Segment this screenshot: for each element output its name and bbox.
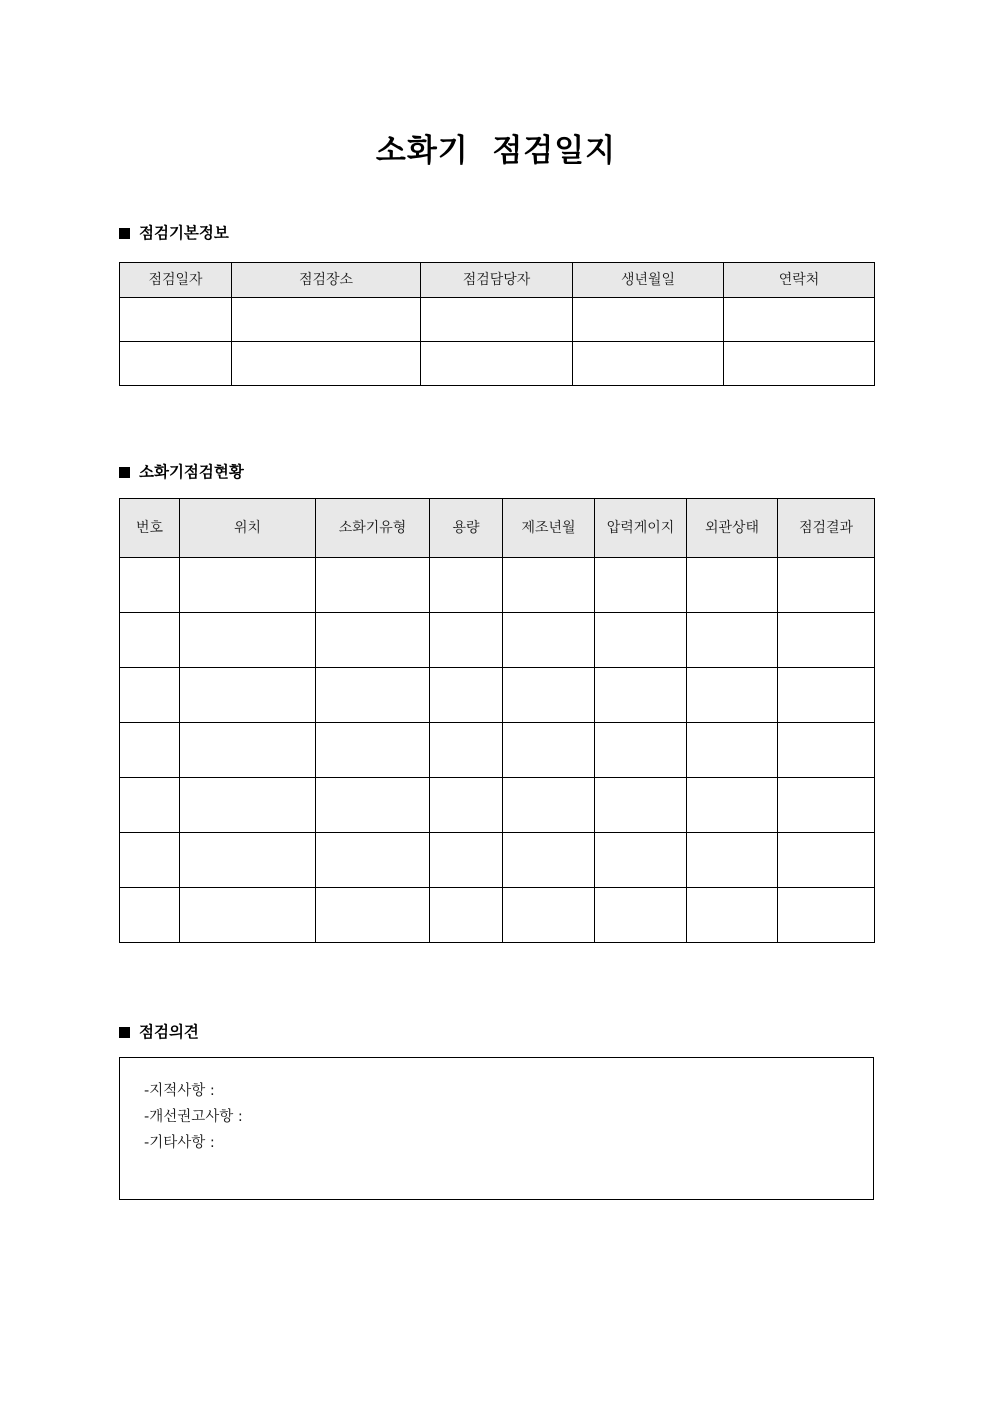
cell-inspection-place[interactable] — [232, 342, 421, 386]
cell-exterior-condition[interactable] — [687, 888, 778, 943]
column-header-inspector: 점검담당자 — [421, 263, 573, 298]
cell-number[interactable] — [120, 613, 180, 668]
cell-extinguisher-type[interactable] — [316, 778, 430, 833]
cell-capacity[interactable] — [430, 778, 503, 833]
cell-inspection-result[interactable] — [778, 613, 875, 668]
cell-number[interactable] — [120, 668, 180, 723]
column-header-capacity: 용량 — [430, 499, 503, 558]
square-bullet-icon — [119, 228, 130, 239]
cell-pressure-gauge[interactable] — [595, 668, 687, 723]
cell-pressure-gauge[interactable] — [595, 833, 687, 888]
cell-extinguisher-type[interactable] — [316, 888, 430, 943]
cell-inspection-result[interactable] — [778, 778, 875, 833]
cell-pressure-gauge[interactable] — [595, 888, 687, 943]
section-heading-label: 소화기점검현황 — [139, 463, 244, 481]
cell-capacity[interactable] — [430, 558, 503, 613]
cell-exterior-condition[interactable] — [687, 668, 778, 723]
cell-extinguisher-type[interactable] — [316, 723, 430, 778]
opinion-line-findings: -지적사항 : — [144, 1083, 215, 1099]
cell-exterior-condition[interactable] — [687, 833, 778, 888]
cell-extinguisher-type[interactable] — [316, 558, 430, 613]
cell-pressure-gauge[interactable] — [595, 723, 687, 778]
opinion-line-recommendations: -개선권고사항 : — [144, 1109, 243, 1125]
cell-pressure-gauge[interactable] — [595, 613, 687, 668]
cell-number[interactable] — [120, 723, 180, 778]
cell-location[interactable] — [180, 778, 316, 833]
cell-location[interactable] — [180, 833, 316, 888]
cell-manufacture-date[interactable] — [503, 558, 595, 613]
column-header-location: 위치 — [180, 499, 316, 558]
square-bullet-icon — [119, 467, 130, 478]
column-header-number: 번호 — [120, 499, 180, 558]
table-row — [120, 778, 875, 833]
cell-manufacture-date[interactable] — [503, 833, 595, 888]
cell-location[interactable] — [180, 723, 316, 778]
cell-inspector[interactable] — [421, 298, 573, 342]
cell-manufacture-date[interactable] — [503, 613, 595, 668]
column-header-pressure-gauge: 압력게이지 — [595, 499, 687, 558]
cell-capacity[interactable] — [430, 613, 503, 668]
page-title: 소화기 점검일지 — [375, 133, 617, 169]
cell-number[interactable] — [120, 888, 180, 943]
cell-pressure-gauge[interactable] — [595, 558, 687, 613]
section-heading-label: 점검기본정보 — [139, 224, 229, 242]
cell-inspection-result[interactable] — [778, 723, 875, 778]
cell-exterior-condition[interactable] — [687, 778, 778, 833]
cell-manufacture-date[interactable] — [503, 888, 595, 943]
cell-exterior-condition[interactable] — [687, 723, 778, 778]
cell-capacity[interactable] — [430, 833, 503, 888]
cell-manufacture-date[interactable] — [503, 723, 595, 778]
table-row — [120, 888, 875, 943]
column-header-inspection-result: 점검결과 — [778, 499, 875, 558]
column-header-inspection-date: 점검일자 — [120, 263, 232, 298]
inspection-opinion-box[interactable] — [119, 1057, 874, 1200]
cell-inspection-result[interactable] — [778, 833, 875, 888]
column-header-exterior-condition: 외관상태 — [687, 499, 778, 558]
square-bullet-icon — [119, 1027, 130, 1038]
cell-inspection-date[interactable] — [120, 342, 232, 386]
table-row — [120, 558, 875, 613]
cell-location[interactable] — [180, 558, 316, 613]
cell-extinguisher-type[interactable] — [316, 668, 430, 723]
cell-location[interactable] — [180, 668, 316, 723]
cell-exterior-condition[interactable] — [687, 558, 778, 613]
column-header-contact: 연락처 — [724, 263, 875, 298]
cell-contact[interactable] — [724, 298, 875, 342]
table-header-row — [120, 499, 875, 558]
cell-inspection-date[interactable] — [120, 298, 232, 342]
table-row — [120, 723, 875, 778]
cell-inspection-result[interactable] — [778, 668, 875, 723]
table-row — [120, 668, 875, 723]
column-header-inspection-place: 점검장소 — [232, 263, 421, 298]
opinion-line-other: -기타사항 : — [144, 1135, 215, 1151]
basic-info-table — [119, 262, 875, 386]
cell-inspection-place[interactable] — [232, 298, 421, 342]
cell-manufacture-date[interactable] — [503, 778, 595, 833]
extinguisher-status-table — [119, 498, 875, 943]
section-heading-inspection-opinion — [119, 1021, 199, 1043]
table-row — [120, 613, 875, 668]
cell-exterior-condition[interactable] — [687, 613, 778, 668]
cell-birthdate[interactable] — [573, 342, 724, 386]
cell-extinguisher-type[interactable] — [316, 613, 430, 668]
cell-number[interactable] — [120, 778, 180, 833]
cell-contact[interactable] — [724, 342, 875, 386]
cell-birthdate[interactable] — [573, 298, 724, 342]
cell-inspection-result[interactable] — [778, 888, 875, 943]
column-header-birthdate: 생년월일 — [573, 263, 724, 298]
column-header-extinguisher-type: 소화기유형 — [316, 499, 430, 558]
cell-extinguisher-type[interactable] — [316, 833, 430, 888]
table-row — [120, 833, 875, 888]
cell-number[interactable] — [120, 558, 180, 613]
cell-inspector[interactable] — [421, 342, 573, 386]
section-heading-label: 점검의견 — [139, 1023, 199, 1041]
cell-location[interactable] — [180, 888, 316, 943]
table-row — [120, 298, 875, 342]
column-header-manufacture-date: 제조년월 — [503, 499, 595, 558]
cell-location[interactable] — [180, 613, 316, 668]
table-header-row — [120, 263, 875, 298]
cell-number[interactable] — [120, 833, 180, 888]
table-row — [120, 342, 875, 386]
cell-capacity[interactable] — [430, 723, 503, 778]
section-heading-extinguisher-status — [119, 461, 244, 483]
cell-inspection-result[interactable] — [778, 558, 875, 613]
cell-capacity[interactable] — [430, 888, 503, 943]
cell-capacity[interactable] — [430, 668, 503, 723]
section-heading-basic-info — [119, 222, 229, 244]
cell-manufacture-date[interactable] — [503, 668, 595, 723]
cell-pressure-gauge[interactable] — [595, 778, 687, 833]
